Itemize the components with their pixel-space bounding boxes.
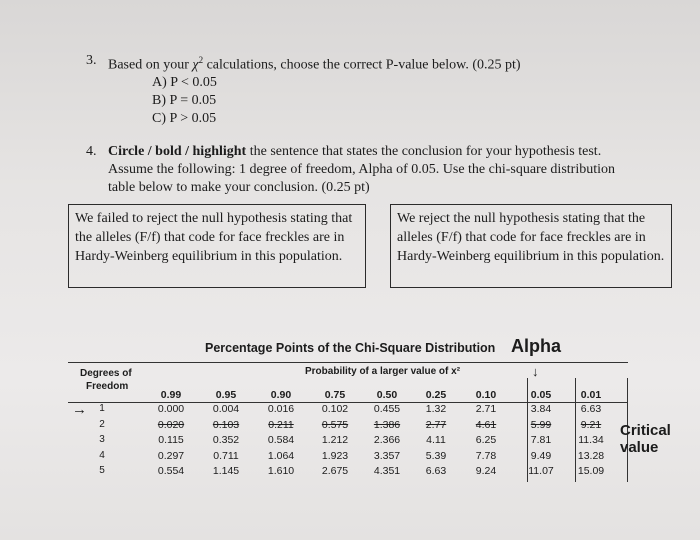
- table-cell: 1.923: [321, 450, 349, 462]
- question-4-bold: Circle / bold / highlight: [108, 144, 247, 159]
- table-cell: 0.004: [212, 403, 240, 415]
- col-header: 0.90: [270, 389, 292, 401]
- col-header: 0.75: [324, 389, 346, 401]
- table-cell: 1.32: [425, 403, 447, 415]
- question-4-line1: Circle / bold / highlight the sentence that states the conclusion for your hypothesis test.: [108, 144, 602, 159]
- critical-value-label: Critical value: [620, 422, 671, 456]
- table-cell: 7.81: [530, 434, 552, 446]
- answer-box-fail-to-reject[interactable]: We failed to reject the null hypothesis stating that the alleles (F/f) that code for face freckles are in Hardy-Weinberg equilibrium in this population.: [68, 204, 366, 288]
- table-cell: 15.09: [577, 465, 605, 477]
- table-cell: 0.115: [158, 434, 184, 446]
- table-cell: 13.28: [577, 450, 605, 462]
- table-cell: 0.575: [321, 419, 349, 431]
- table-cell: 3.84: [530, 403, 552, 415]
- df-value: 4: [99, 450, 105, 461]
- table-cell: 0.297: [157, 450, 185, 462]
- df-value: 5: [99, 465, 105, 476]
- q3-option-c[interactable]: C) P > 0.05: [152, 111, 217, 126]
- question-3-stem: Based on your $\chi^2$ calculations, choose the correct P-value below. (0.25 pt): [108, 55, 521, 73]
- table-cell: 0.102: [321, 403, 349, 415]
- col-header: 0.25: [425, 389, 447, 401]
- question-3-number: 3.: [86, 53, 97, 68]
- table-cell: 5.99: [530, 419, 552, 431]
- question-4-line3: table below to make your conclusion. (0.25 pt): [108, 180, 370, 195]
- table-title: Percentage Points of the Chi-Square Distribution: [205, 341, 496, 355]
- table-cell: 11.34: [578, 434, 604, 446]
- table-cell: 2.366: [373, 434, 401, 446]
- table-cell: 0.554: [157, 465, 185, 477]
- row-arrow-icon: →: [72, 401, 87, 418]
- table-cell: 0.020: [157, 419, 185, 431]
- table-cell: 1.610: [267, 465, 295, 477]
- table-cell: 11.07: [528, 465, 554, 477]
- q3-option-a[interactable]: A) P < 0.05: [152, 75, 217, 90]
- table-cell: 4.11: [426, 434, 446, 446]
- table-cell: 0.000: [157, 403, 185, 415]
- question-4: [86, 143, 686, 199]
- table-top-rule: [68, 362, 628, 363]
- table-cell: 3.357: [373, 450, 401, 462]
- table-cell: 9.24: [475, 465, 497, 477]
- probability-label: Probability of a larger value of x²: [305, 366, 461, 377]
- table-cell: 0.103: [212, 419, 240, 431]
- table-cell: 5.39: [425, 450, 447, 462]
- table-cell: 2.71: [475, 403, 497, 415]
- table-cell: 2.77: [425, 419, 447, 431]
- table-cell: 0.711: [213, 450, 239, 462]
- q3-option-b[interactable]: B) P = 0.05: [152, 93, 217, 108]
- table-cell: 1.386: [373, 419, 401, 431]
- col-header: 0.01: [580, 389, 602, 401]
- table-cell: 4.61: [475, 419, 497, 431]
- table-cell: 2.675: [321, 465, 349, 477]
- table-cell: 1.064: [267, 450, 295, 462]
- table-cell: 6.63: [425, 465, 447, 477]
- table-cell: 9.49: [530, 450, 552, 462]
- col-header: 0.99: [160, 389, 182, 401]
- col-header: 0.05: [530, 389, 552, 401]
- col-header: 0.95: [215, 389, 237, 401]
- chi-symbol: χ: [192, 57, 199, 73]
- alpha-label: Alpha: [511, 336, 562, 356]
- df-label: Degrees of Freedom: [80, 368, 132, 392]
- table-cell: 0.455: [373, 403, 401, 415]
- table-cell: 9.21: [580, 419, 602, 431]
- col-header: 0.50: [376, 389, 398, 401]
- table-cell: 1.212: [321, 434, 349, 446]
- table-cell: 0.352: [212, 434, 240, 446]
- table-cell: 1.145: [212, 465, 240, 477]
- df-value: 3: [99, 434, 105, 445]
- table-cell: 6.25: [475, 434, 497, 446]
- table-cell: 0.016: [267, 403, 295, 415]
- df-value: 2: [99, 419, 105, 430]
- table-cell: 0.584: [267, 434, 295, 446]
- question-3: [86, 52, 686, 72]
- table-cell: 7.78: [475, 450, 497, 462]
- question-4-line2: Assume the following: 1 degree of freedom, Alpha of 0.05. Use the chi-square distribution: [108, 162, 615, 177]
- answer-box-reject[interactable]: We reject the null hypothesis stating that the alleles (F/f) that code for face freckles are in Hardy-Weinberg equilibrium in this population.: [390, 204, 672, 288]
- df-value: 1: [99, 403, 105, 414]
- question-4-number: 4.: [86, 144, 97, 159]
- table-cell: 0.211: [268, 419, 294, 431]
- alpha-arrow-icon: ↓: [532, 364, 539, 379]
- table-cell: 4.351: [373, 465, 401, 477]
- col-header: 0.10: [475, 389, 497, 401]
- table-cell: 6.63: [580, 403, 602, 415]
